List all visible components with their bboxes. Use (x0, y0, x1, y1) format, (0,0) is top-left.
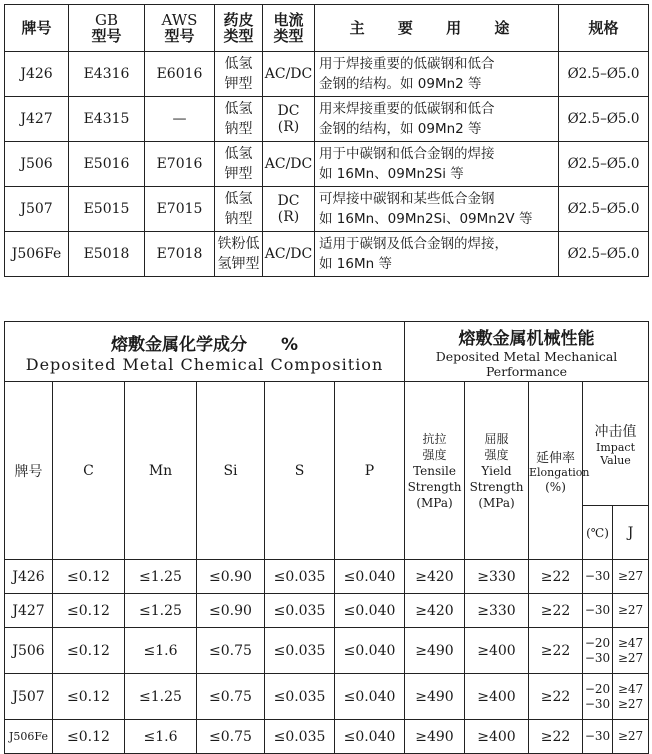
usage-line2: 如 16Mn 等 (319, 256, 392, 272)
yield-cell: ≥400 (465, 674, 529, 720)
impact-j-cell (613, 720, 649, 754)
impact-j-value: ≥27 (617, 569, 644, 583)
header-coating-line2: 类型 (223, 27, 254, 45)
header-gb-line2: 型号 (91, 27, 122, 45)
s-cell: ≤0.035 (265, 674, 335, 720)
yield-cell: ≥400 (465, 720, 529, 754)
spec-cell: Ø2.5–Ø5.0 (559, 97, 649, 142)
usage-line2: 如 16Mn、09Mn2Si 等 (319, 166, 464, 182)
usage-line1: 适用于碳钢及低合金钢的焊接， (319, 236, 508, 252)
grade-cell: J506Fe (5, 232, 69, 277)
coating-line2: 钾型 (224, 76, 253, 92)
usage-cell (315, 142, 559, 187)
current-line2: (R) (277, 119, 300, 135)
impact-j-cell (613, 674, 649, 720)
usage-cell (315, 97, 559, 142)
header-impact-temp: (℃) (583, 506, 613, 560)
yield-en-1: Yield (481, 463, 512, 478)
tensile-cell: ≥490 (405, 720, 465, 754)
p-cell: ≤0.040 (335, 674, 405, 720)
current-line1: AC/DC (264, 66, 313, 82)
header-usage: 主 要 用 途 (315, 5, 559, 52)
p-cell: ≤0.040 (335, 560, 405, 594)
tensile-cn-2: 强度 (422, 447, 447, 462)
spec-cell: Ø2.5–Ø5.0 (559, 187, 649, 232)
table-row (5, 97, 649, 142)
header-si: Si (197, 382, 265, 560)
tensile-en-2: Strength (407, 479, 462, 494)
gb-cell: E4315 (69, 97, 145, 142)
header-elongation (529, 382, 590, 560)
usage-line2: 如 16Mn、09Mn2Si、09Mn2V 等 (319, 211, 533, 227)
impact-temp-value: −20 (584, 635, 611, 650)
elong-cell: ≥22 (529, 560, 583, 594)
header-aws (145, 5, 215, 52)
table-row (5, 674, 649, 720)
yield-cn-1: 屈服 (484, 431, 509, 446)
usage-line1: 用来焊接重要的低碳钢和低合 (319, 101, 495, 117)
header-gb-line1: GB (94, 11, 118, 29)
header-gb (69, 5, 145, 52)
si-cell: ≤0.90 (197, 560, 265, 594)
current-line1: AC/DC (264, 246, 313, 262)
gb-cell: E5018 (69, 232, 145, 277)
header-coating-line1: 药皮 (223, 11, 254, 29)
header-aws-line1: AWS (161, 11, 198, 29)
grade-cell: J507 (5, 187, 69, 232)
mn-cell: ≤1.6 (125, 720, 197, 754)
impact-temp-value: −30 (584, 569, 611, 583)
header-mn: Mn (125, 382, 197, 560)
p-cell: ≤0.040 (335, 628, 405, 674)
coating-line2: 氢钾型 (217, 256, 260, 272)
s-cell: ≤0.035 (265, 594, 335, 628)
header-aws-line2: 型号 (164, 27, 195, 45)
coating-cell (215, 232, 263, 277)
tensile-unit: (MPa) (416, 495, 453, 510)
header-grade: 牌号 (5, 5, 69, 52)
header-p: P (335, 382, 405, 560)
tensile-cell: ≥420 (405, 560, 465, 594)
header-c: C (53, 382, 125, 560)
usage-line2: 金钢的结构，如 09Mn2 等 (319, 121, 482, 137)
tensile-cn-1: 抗拉 (422, 431, 447, 446)
impact-temp-value: −30 (584, 603, 611, 617)
header-impact-j: J (613, 506, 649, 560)
coating-line1: 铁粉低 (217, 236, 260, 252)
impact-temp-value: −30 (584, 729, 611, 743)
s-cell: ≤0.035 (265, 628, 335, 674)
yield-unit: (MPa) (478, 495, 515, 510)
coating-line2: 钾型 (224, 166, 253, 182)
mech-title-cn: 熔敷金属机械性能 (458, 329, 595, 349)
spec-cell: Ø2.5–Ø5.0 (559, 232, 649, 277)
impact-en: Impact Value (596, 440, 635, 467)
c-cell: ≤0.12 (53, 594, 125, 628)
impact-j-value: ≥27 (617, 696, 644, 711)
usage-line1: 用于中碳钢和低合金钢的焊接 (319, 146, 495, 162)
current-line1: DC (277, 103, 300, 119)
header-current-line1: 电流 (273, 11, 304, 29)
grade-cell: J506 (5, 628, 53, 674)
mn-cell: ≤1.25 (125, 674, 197, 720)
header-spec: 规格 (559, 5, 649, 52)
usage-cell (315, 52, 559, 97)
impact-temp-cell (583, 560, 613, 594)
header-current-line2: 类型 (273, 27, 304, 45)
table-row (5, 628, 649, 674)
current-line1: DC (277, 193, 300, 209)
deposited-metal-table (4, 321, 649, 754)
current-cell (263, 142, 315, 187)
grade-cell: J506Fe (5, 720, 53, 754)
s-cell: ≤0.035 (265, 560, 335, 594)
table-row (5, 187, 649, 232)
usage-cell (315, 232, 559, 277)
current-line2: (R) (277, 209, 300, 225)
p-cell: ≤0.040 (335, 594, 405, 628)
table-row (5, 594, 649, 628)
mn-cell: ≤1.6 (125, 628, 197, 674)
table-row (5, 720, 649, 754)
yield-cell: ≥400 (465, 628, 529, 674)
grade-cell: J507 (5, 674, 53, 720)
coating-cell (215, 142, 263, 187)
mn-cell: ≤1.25 (125, 594, 197, 628)
aws-cell: E7018 (145, 232, 215, 277)
gb-cell: E4316 (69, 52, 145, 97)
si-cell: ≤0.90 (197, 594, 265, 628)
usage-line1: 用于焊接重要的低碳钢和低合 (319, 56, 495, 72)
chem-title-cn: 熔敷金属化学成分 % (110, 334, 299, 355)
tensile-cell: ≥420 (405, 594, 465, 628)
impact-j-cell (613, 560, 649, 594)
c-cell: ≤0.12 (53, 628, 125, 674)
current-cell (263, 232, 315, 277)
impact-temp-value: −30 (584, 650, 611, 665)
current-cell (263, 97, 315, 142)
chem-composition-header (5, 322, 405, 382)
p-cell: ≤0.040 (335, 720, 405, 754)
spec-cell: Ø2.5–Ø5.0 (559, 142, 649, 187)
mn-cell: ≤1.25 (125, 560, 197, 594)
impact-j-cell (613, 594, 649, 628)
grade-cell: J427 (5, 97, 69, 142)
current-cell (263, 187, 315, 232)
header-coating (215, 5, 263, 52)
impact-j-value: ≥27 (617, 729, 644, 743)
impact-temp-cell (583, 720, 613, 754)
coating-line1: 低氢 (224, 146, 253, 162)
impact-temp-cell (583, 628, 613, 674)
elong-en: Elongation (529, 465, 590, 479)
table-row (5, 560, 649, 594)
coating-line1: 低氢 (224, 101, 253, 117)
elong-cell: ≥22 (529, 628, 583, 674)
c-cell: ≤0.12 (53, 560, 125, 594)
impact-j-cell (613, 628, 649, 674)
coating-cell (215, 187, 263, 232)
coating-line1: 低氢 (224, 191, 253, 207)
yield-en-2: Strength (469, 479, 524, 494)
header-tensile (405, 382, 465, 560)
tensile-cell: ≥490 (405, 674, 465, 720)
impact-temp-value: −20 (584, 681, 611, 696)
header-s: S (265, 382, 335, 560)
header-yield (465, 382, 529, 560)
table-row (5, 232, 649, 277)
impact-j-value: ≥27 (617, 603, 644, 617)
impact-temp-cell (583, 674, 613, 720)
coating-line2: 钠型 (224, 121, 253, 137)
chem-title-en: Deposited Metal Chemical Composition (25, 354, 384, 374)
aws-cell: — (145, 97, 215, 142)
aws-cell: E7015 (145, 187, 215, 232)
impact-j-value: ≥47 (617, 681, 644, 696)
yield-cell: ≥330 (465, 560, 529, 594)
mech-title-en: Deposited Metal Mechanical Performance (435, 349, 618, 379)
elong-cell: ≥22 (529, 720, 583, 754)
impact-cn: 冲击值 (594, 423, 637, 440)
coating-cell (215, 97, 263, 142)
header-impact (583, 382, 649, 506)
current-cell (263, 52, 315, 97)
usage-cell (315, 187, 559, 232)
spec-cell: Ø2.5–Ø5.0 (559, 52, 649, 97)
grade-cell: J426 (5, 560, 53, 594)
impact-temp-value: −30 (584, 696, 611, 711)
si-cell: ≤0.75 (197, 720, 265, 754)
grade-cell: J426 (5, 52, 69, 97)
coating-line2: 钠型 (224, 211, 253, 227)
impact-temp-cell (583, 594, 613, 628)
table-row (5, 142, 649, 187)
elong-cell: ≥22 (529, 594, 583, 628)
coating-line1: 低氢 (224, 56, 253, 72)
c-cell: ≤0.12 (53, 674, 125, 720)
usage-line1: 可焊接中碳钢和某些低合金钢 (319, 191, 495, 207)
aws-cell: E6016 (145, 52, 215, 97)
s-cell: ≤0.035 (265, 720, 335, 754)
tensile-en-1: Tensile (413, 463, 456, 478)
elong-cn: 延伸率 (535, 450, 575, 466)
aws-cell: E7016 (145, 142, 215, 187)
impact-j-value: ≥47 (617, 635, 644, 650)
gb-cell: E5015 (69, 187, 145, 232)
c-cell: ≤0.12 (53, 720, 125, 754)
si-cell: ≤0.75 (197, 628, 265, 674)
usage-line2: 金钢的结构。如 09Mn2 等 (319, 76, 482, 92)
yield-cn-2: 强度 (484, 447, 509, 462)
coating-cell (215, 52, 263, 97)
yield-cell: ≥330 (465, 594, 529, 628)
mech-performance-header (405, 322, 649, 382)
tensile-cell: ≥490 (405, 628, 465, 674)
impact-j-value: ≥27 (617, 650, 644, 665)
grade-cell: J427 (5, 594, 53, 628)
header-current (263, 5, 315, 52)
current-line1: AC/DC (264, 156, 313, 172)
gb-cell: E5016 (69, 142, 145, 187)
header-grade-2: 牌号 (5, 382, 53, 560)
table-row (5, 52, 649, 97)
elong-cell: ≥22 (529, 674, 583, 720)
electrode-usage-table (4, 4, 649, 277)
elong-unit: (%) (545, 479, 566, 494)
grade-cell: J506 (5, 142, 69, 187)
si-cell: ≤0.75 (197, 674, 265, 720)
